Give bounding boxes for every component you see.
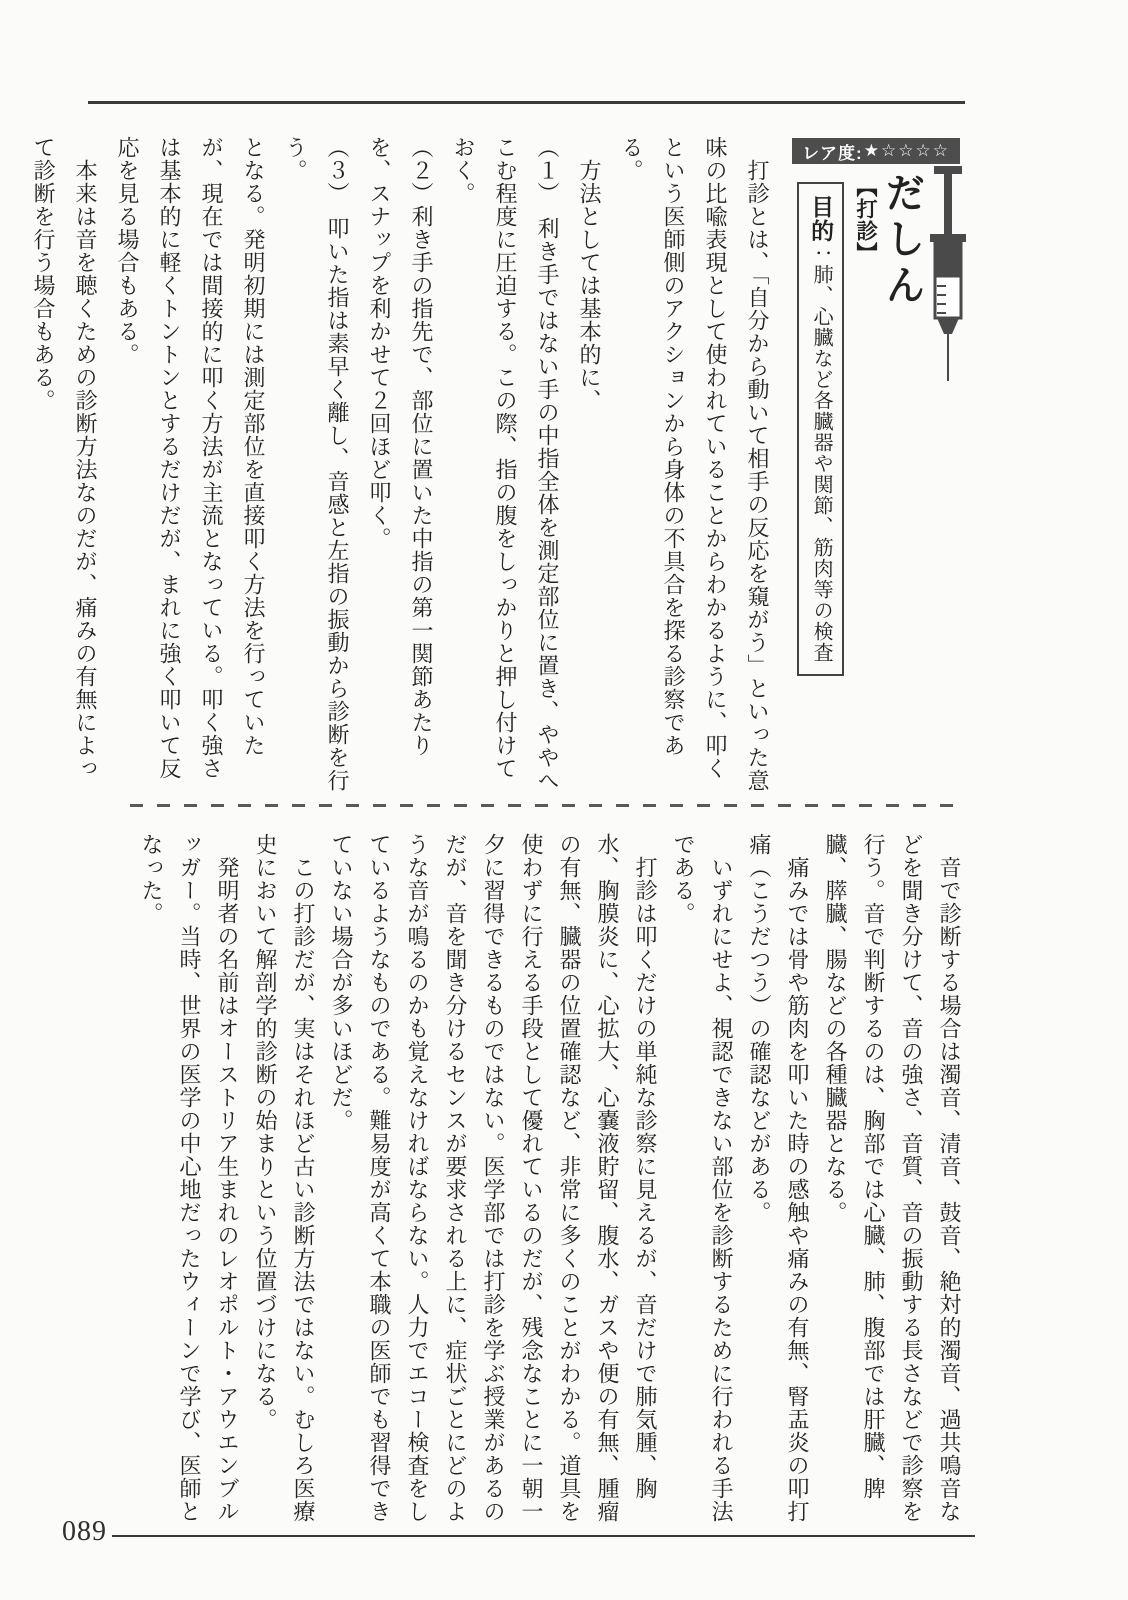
paragraph: 打診は叩くだけの単純な診察に見えるが、音だけで肺気腫、胸水、胸膜炎に、心拡大、心嚢液貯留、腹水、ガスや便の有無、腫瘤の有無、臓器の位置確認など、非常に多くのことがわかる。道具を使わずに行える手段として優れているのだが、残念なことに一朝一夕に習得できるものではない。医学部では打診を学ぶ授業があるのだが、音を聞き分けるセンスが要求される上に、症状ごとにどのような音が鳴るのかも覚えなければならない。人力でエコー検査をしているようなものである。難易度が高くて本職の医師でも習得できていない場合が多いほどだ。 <box>329 833 658 1523</box>
top-text-section <box>22 136 778 794</box>
paragraph: （２）利き手の指先で、部位に置いた中指の第一関節あたりを、スナップを利かせて２回ほど叩く。 <box>367 136 434 757</box>
paragraph: 音で診断する場合は濁音、清音、鼓音、絶対的濁音、過共鳴音などを聞き分けて、音の強さ、音質、音の振動する長さなどで診察を行う。音で判断するのは、胸部では心臓、肺、腹部では肝臓、脾臓、膵臓、腸などの各種臓器となる。 <box>823 833 962 1523</box>
paragraph: 発明者の名前はオーストリア生まれのレオポルト・アウエンブルッガー。当時、世界の医学の中心地だったウィーンで学び、医師となった。 <box>139 833 240 1523</box>
syringe-icon <box>929 166 967 389</box>
entry-title-reading: だしん <box>880 172 925 310</box>
purpose-box <box>797 182 844 676</box>
page-number: 089 <box>62 1516 107 1547</box>
rarity-badge <box>792 138 960 164</box>
paragraph: この打診だが、実はそれほど古い診断方法ではない。むしろ医療史において解剖学的診断の始まりという位置づけになる。 <box>253 833 316 1523</box>
section-divider <box>130 804 963 807</box>
purpose-body: 肺、心臓など各臓器や関節、筋肉等の検査 <box>810 264 833 663</box>
rarity-label: レア度: <box>802 143 863 163</box>
purpose-text <box>808 195 833 663</box>
bottom-text-section <box>132 833 968 1523</box>
paragraph: 本来は音を聴くための診断方法なのだが、痛みの有無によって診断を行う場合もある。 <box>31 136 98 780</box>
paragraph: （１） 利き手ではない手の中指全体を測定部位に置き、ややへこむ程度に圧迫する。この際、指の腹をしっかりと押し付けておく。 <box>451 136 560 792</box>
purpose-colon: ： <box>810 243 833 264</box>
rarity-stars: ★☆☆☆☆ <box>863 141 950 160</box>
entry-title-word: 【打診】 <box>854 176 878 264</box>
paragraph: （３） 叩いた指は素早く離し、音感と左指の振動から診断を行う。 <box>283 136 350 792</box>
paragraph: 痛みでは骨や筋肉を叩いた時の感触や痛みの有無、腎盂炎の叩打痛（こうだつう）の確認などがある。 <box>747 833 810 1523</box>
paragraph: となる。発明初期には測定部位を直接叩く方法を行っていたが、現在では間接的に叩く方法が主流となっている。叩く強さは基本的に軽くトントンとするだけだが、まれに強く叩いて反応を見る場合もある。 <box>115 136 266 780</box>
paragraph: 方法としては基本的に、 <box>577 159 602 412</box>
top-rule <box>88 101 965 104</box>
paragraph: 打診とは、「自分から動いて相手の反応を窺がう」といった意味の比喩表現として使われていることからわかるように、叩くという医師側のアクションから身体の不具合を探る診察である。 <box>619 136 770 792</box>
purpose-label: 目的 <box>808 195 835 243</box>
bottom-rule <box>112 1535 975 1537</box>
paragraph: いずれにせよ、視認できない部位を診断するために行われる手法である。 <box>671 833 734 1523</box>
